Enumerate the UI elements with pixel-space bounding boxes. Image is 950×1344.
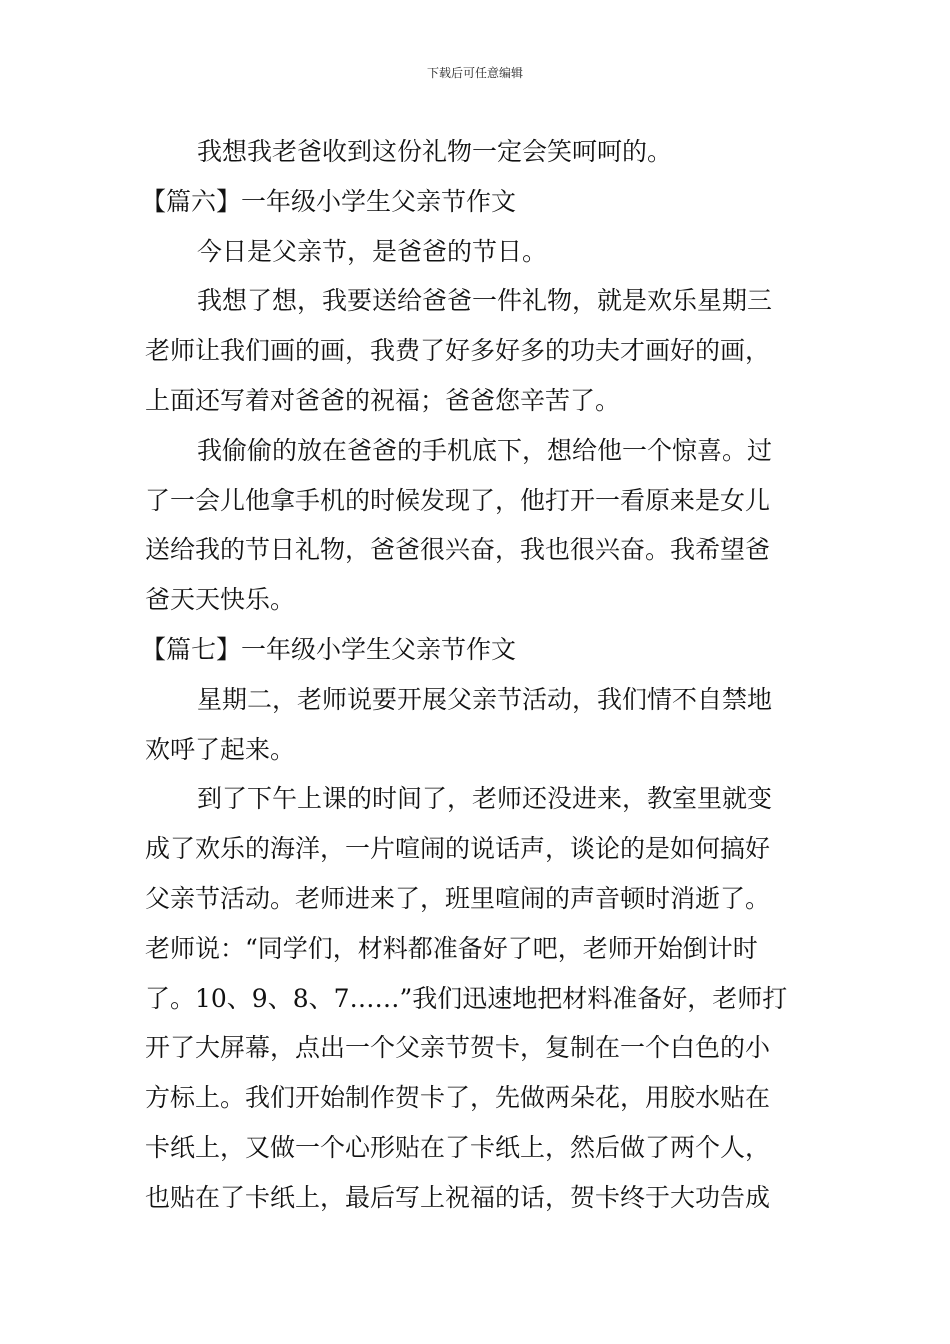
paragraph-line: 我想了想，我要送给爸爸一件礼物，就是欢乐星期三 [197, 286, 773, 316]
paragraph-line: 了一会儿他拿手机的时候发现了，他打开一看原来是女儿 [145, 485, 771, 515]
paragraph-line: 星期二，老师说要开展父亲节活动，我们情不自禁地 [197, 684, 773, 714]
paragraph-line: 我想我老爸收到这份礼物一定会笑呵呵的。 [197, 137, 673, 166]
paragraph-line: 开了大屏幕，点出一个父亲节贺卡，复制在一个白色的小 [145, 1033, 771, 1063]
paragraph-line: 也贴在了卡纸上，最后写上祝福的话，贺卡终于大功告成 [145, 1182, 771, 1212]
paragraph-line: 老师让我们画的画，我费了好多好多的功夫才画好的画， [145, 336, 771, 366]
section-heading: 【篇六】一年级小学生父亲节作文 [141, 186, 517, 216]
paragraph-line: 卡纸上，又做一个心形贴在了卡纸上，然后做了两个人， [145, 1132, 771, 1162]
paragraph-line: 父亲节活动。老师进来了，班里喧闹的声音顿时消逝了。 [145, 883, 771, 913]
paragraph-line: 成了欢乐的海洋，一片喧闹的说话声，谈论的是如何搞好 [145, 834, 771, 864]
paragraph-line: 欢呼了起来。 [145, 734, 296, 764]
paragraph-line: 送给我的节日礼物，爸爸很兴奋，我也很兴奋。我希望爸 [145, 535, 771, 565]
paragraph-line: 今日是父亲节，是爸爸的节日。 [197, 236, 548, 266]
paragraph-line: 我偷偷的放在爸爸的手机底下，想给他一个惊喜。过 [197, 435, 773, 465]
paragraph-line: 了。10、9、8、7……”我们迅速地把材料准备好，老师打 [145, 983, 788, 1013]
section-heading: 【篇七】一年级小学生父亲节作文 [141, 634, 517, 664]
paragraph-line: 到了下午上课的时间了，老师还没进来，教室里就变 [197, 784, 773, 814]
page-header: 下载后可任意编辑 [426, 66, 523, 80]
paragraph-line: 上面还写着对爸爸的祝福；爸爸您辛苦了。 [145, 385, 621, 415]
document-body [141, 127, 807, 1223]
paragraph-line: 方标上。我们开始制作贺卡了，先做两朵花，用胶水贴在 [145, 1083, 771, 1113]
paragraph-line: 老师说：“同学们，材料都准备好了吧，老师开始倒计时 [145, 933, 758, 963]
paragraph-line: 爸天天快乐。 [145, 585, 296, 615]
